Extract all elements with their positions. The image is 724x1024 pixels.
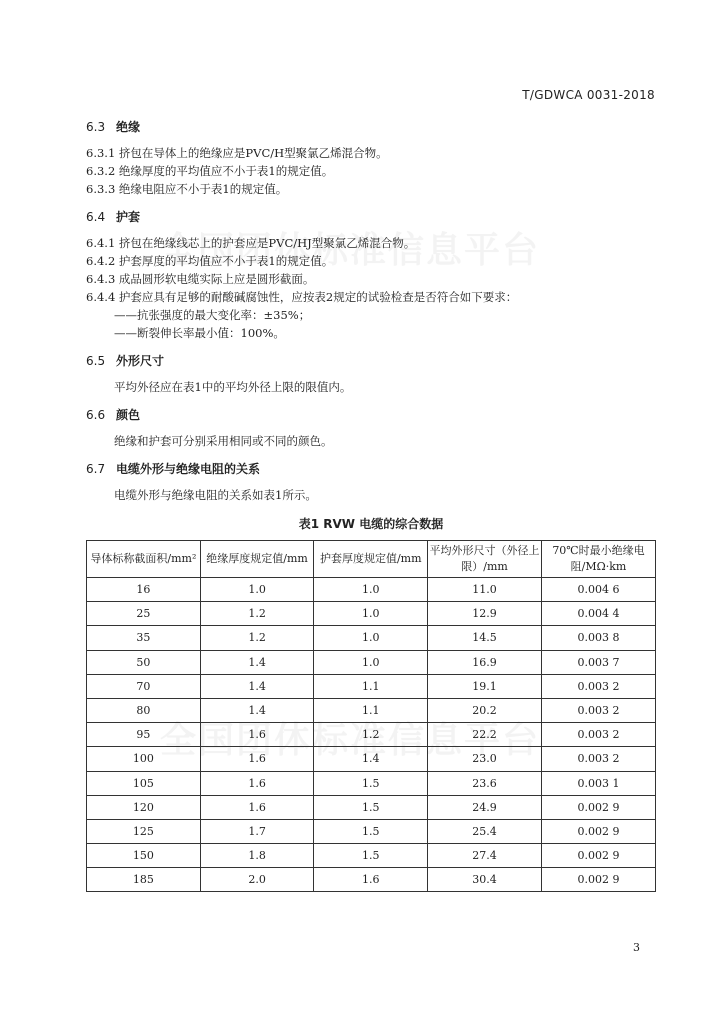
table-cell: 1.7: [200, 819, 314, 843]
table-cell: 1.0: [314, 650, 428, 674]
table-cell: 1.2: [200, 602, 314, 626]
section-text-6-6: 绝缘和护套可分别采用相同或不同的颜色。: [114, 434, 333, 448]
table-cell: 120: [87, 795, 201, 819]
clause-6-3-3: 6.3.3 绝缘电阻应不小于表1的规定值。: [86, 182, 288, 196]
table-cell: 70: [87, 674, 201, 698]
table-row: [87, 578, 656, 602]
table-cell: 1.6: [200, 723, 314, 747]
table-row: [87, 747, 656, 771]
table-cell: 11.0: [428, 578, 542, 602]
table-cell: 0.002 9: [541, 868, 655, 892]
section-heading-6-3: 6.3 绝缘: [86, 120, 141, 134]
table-cell: 1.0: [200, 578, 314, 602]
table-cell: 1.8: [200, 844, 314, 868]
table-cell: 19.1: [428, 674, 542, 698]
table-row: [87, 771, 656, 795]
table-row: [87, 723, 656, 747]
table-cell: 25: [87, 602, 201, 626]
table-row: [87, 698, 656, 722]
table-cell: 105: [87, 771, 201, 795]
table-cell: 0.003 2: [541, 723, 655, 747]
column-header: 导体标称截面积/mm²: [87, 541, 201, 578]
table-cell: 185: [87, 868, 201, 892]
table-cell: 1.4: [314, 747, 428, 771]
table-cell: 1.6: [200, 795, 314, 819]
clause-6-4-2: 6.4.2 护套厚度的平均值应不小于表1的规定值。: [86, 254, 334, 268]
table-cell: 0.002 9: [541, 819, 655, 843]
column-header: 70℃时最小绝缘电阻/MΩ·km: [541, 541, 655, 578]
table-cell: 14.5: [428, 626, 542, 650]
table-cell: 1.1: [314, 674, 428, 698]
table-cell: 150: [87, 844, 201, 868]
table-cell: 50: [87, 650, 201, 674]
table-row: [87, 674, 656, 698]
clause-6-4-3: 6.4.3 成品圆形软电缆实际上应是圆形截面。: [86, 272, 315, 286]
requirement-item: ——断裂伸长率最小值：100%。: [114, 326, 285, 340]
table-cell: 0.003 8: [541, 626, 655, 650]
table-cell: 23.0: [428, 747, 542, 771]
table-cell: 0.004 6: [541, 578, 655, 602]
table-body: [87, 578, 656, 892]
column-header: 绝缘厚度规定值/mm: [200, 541, 314, 578]
table-cell: 16.9: [428, 650, 542, 674]
table-cell: 12.9: [428, 602, 542, 626]
table-cell: 0.004 4: [541, 602, 655, 626]
table-cell: 24.9: [428, 795, 542, 819]
table-cell: 1.4: [200, 650, 314, 674]
page-number: 3: [633, 941, 640, 954]
table-cell: 125: [87, 819, 201, 843]
table-cell: 1.5: [314, 795, 428, 819]
table-cell: 0.003 1: [541, 771, 655, 795]
table-cell: 0.003 2: [541, 747, 655, 771]
table-row: [87, 844, 656, 868]
table-row: [87, 650, 656, 674]
table-cell: 1.0: [314, 626, 428, 650]
table-cell: 25.4: [428, 819, 542, 843]
section-text-6-5: 平均外径应在表1中的平均外径上限的限值内。: [114, 380, 352, 394]
section-heading-6-5: 6.5 外形尺寸: [86, 354, 165, 368]
table-cell: 1.6: [200, 747, 314, 771]
document-body: [86, 118, 656, 892]
table-cell: 35: [87, 626, 201, 650]
table-row: [87, 819, 656, 843]
table-header-row: [87, 541, 656, 578]
clause-6-4-4: 6.4.4 护套应具有足够的耐酸碱腐蚀性，应按表2规定的试验检查是否符合如下要求：: [86, 290, 518, 304]
table-cell: 2.0: [200, 868, 314, 892]
table-cell: 0.003 2: [541, 698, 655, 722]
table-cell: 0.003 7: [541, 650, 655, 674]
clause-6-3-1: 6.3.1 挤包在导体上的绝缘应是PVC/H型聚氯乙烯混合物。: [86, 146, 388, 160]
table-caption: 表1 RVW 电缆的综合数据: [298, 517, 444, 531]
table-row: [87, 626, 656, 650]
section-heading-6-4: 6.4 护套: [86, 210, 141, 224]
table-cell: 23.6: [428, 771, 542, 795]
table-cell: 0.002 9: [541, 795, 655, 819]
table-cell: 1.0: [314, 602, 428, 626]
table-row: [87, 868, 656, 892]
table-cell: 1.5: [314, 771, 428, 795]
column-header: 护套厚度规定值/mm: [314, 541, 428, 578]
section-text-6-7: 电缆外形与绝缘电阻的关系如表1所示。: [114, 488, 317, 502]
table-cell: 30.4: [428, 868, 542, 892]
rvw-data-table: [86, 540, 656, 892]
document-code: T/GDWCA 0031-2018: [522, 88, 655, 102]
table-cell: 1.2: [314, 723, 428, 747]
table-cell: 1.5: [314, 844, 428, 868]
column-header: 平均外形尺寸（外径上限）/mm: [428, 541, 542, 578]
table-cell: 27.4: [428, 844, 542, 868]
table-cell: 1.4: [200, 674, 314, 698]
table-cell: 1.1: [314, 698, 428, 722]
table-cell: 20.2: [428, 698, 542, 722]
table-cell: 16: [87, 578, 201, 602]
table-cell: 95: [87, 723, 201, 747]
table-row: [87, 795, 656, 819]
table-cell: 100: [87, 747, 201, 771]
clause-6-4-1: 6.4.1 挤包在绝缘线芯上的护套应是PVC/HJ型聚氯乙烯混合物。: [86, 236, 416, 250]
requirement-item: ——抗张强度的最大变化率：±35%；: [114, 308, 311, 322]
table-cell: 1.5: [314, 819, 428, 843]
table-cell: 0.002 9: [541, 844, 655, 868]
table-cell: 80: [87, 698, 201, 722]
table-cell: 1.2: [200, 626, 314, 650]
table-cell: 1.0: [314, 578, 428, 602]
clause-6-3-2: 6.3.2 绝缘厚度的平均值应不小于表1的规定值。: [86, 164, 334, 178]
table-row: [87, 602, 656, 626]
table-cell: 1.6: [314, 868, 428, 892]
table-cell: 1.4: [200, 698, 314, 722]
section-heading-6-6: 6.6 颜色: [86, 408, 141, 422]
table-cell: 1.6: [200, 771, 314, 795]
table-cell: 0.003 2: [541, 674, 655, 698]
table-cell: 22.2: [428, 723, 542, 747]
section-heading-6-7: 6.7 电缆外形与绝缘电阻的关系: [86, 462, 261, 476]
